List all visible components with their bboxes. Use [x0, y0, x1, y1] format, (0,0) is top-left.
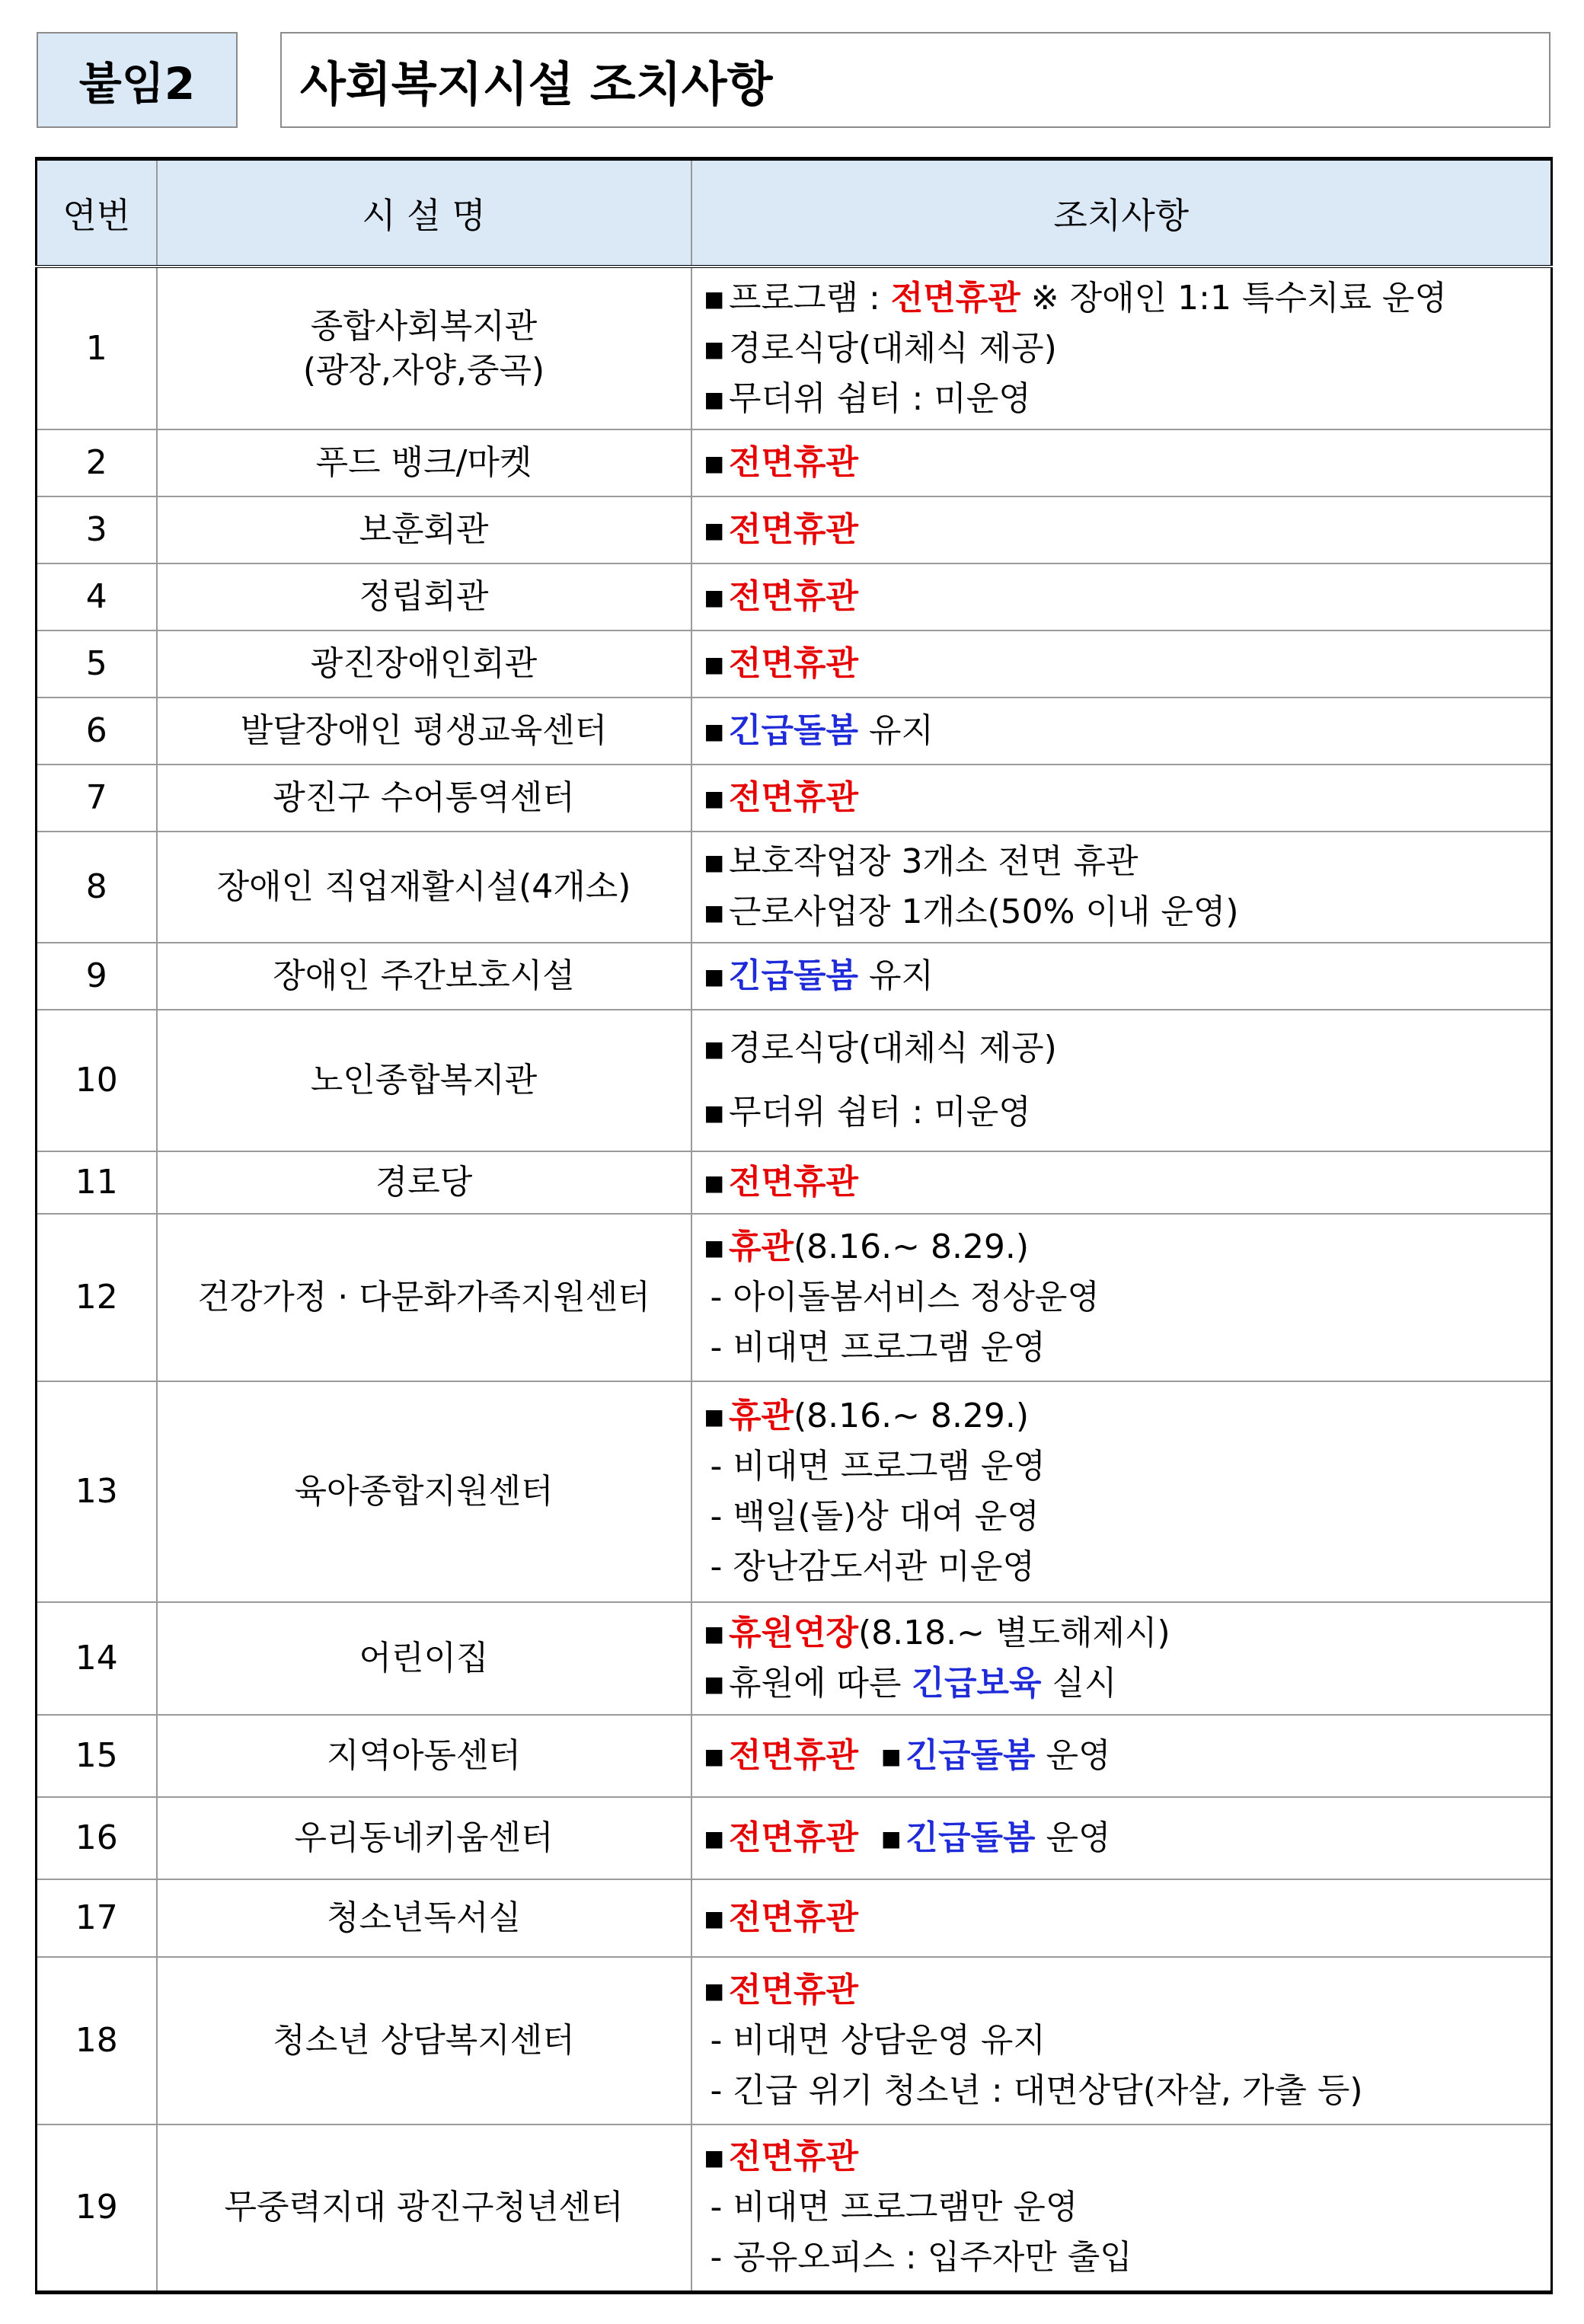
facility-name — [157, 1010, 691, 1151]
bullet-square-icon: ■ — [704, 1826, 724, 1851]
table-row — [37, 1151, 1552, 1214]
facility-name-line: 우리동네키움센터 — [294, 1818, 554, 1857]
bullet-square-icon: ■ — [704, 518, 724, 543]
facility-name — [157, 1381, 691, 1602]
action-cell — [691, 1151, 1552, 1214]
status-red-text: 전면휴관 — [728, 2137, 858, 2177]
attachment-tag — [37, 32, 238, 128]
action-text: 장난감도서관 미운영 — [733, 1547, 1035, 1586]
row-number: 5 — [37, 630, 157, 698]
action-cell — [691, 1381, 1552, 1602]
status-red-text: 전면휴관 — [728, 1818, 858, 1857]
facility-name-line: 광진장애인회관 — [310, 644, 538, 683]
status-red-text: 전면휴관 — [728, 510, 858, 549]
facility-name — [157, 2124, 691, 2292]
table-row — [37, 1879, 1552, 1957]
action-line — [704, 639, 1551, 689]
dash-marker: - — [710, 2071, 733, 2110]
action-cell — [691, 1879, 1552, 1957]
facility-name-line: 장애인 주간보호시설 — [273, 956, 575, 995]
action-cell — [691, 2124, 1552, 2292]
action-line — [704, 1272, 1551, 1323]
facility-name-line: 푸드 뱅크/마켓 — [315, 443, 532, 482]
action-line — [704, 374, 1551, 424]
facility-name-line: 노인종합복지관 — [310, 1061, 538, 1100]
action-line — [704, 2132, 1551, 2182]
table-row — [37, 630, 1552, 698]
dash-marker: - — [710, 1328, 733, 1367]
facility-name — [157, 1957, 691, 2124]
bullet-square-icon: ■ — [704, 386, 724, 412]
facility-name-line: 청소년 상담복지센터 — [273, 2021, 575, 2060]
action-text: 경로식당(대체식 제공) — [728, 1029, 1057, 1068]
row-number: 2 — [37, 429, 157, 496]
table-row — [37, 429, 1552, 496]
action-line — [704, 837, 1551, 887]
status-red-text: 휴원연장 — [728, 1614, 858, 1652]
bullet-square-icon: ■ — [704, 1744, 724, 1769]
row-number: 17 — [37, 1879, 157, 1957]
action-cell — [691, 1715, 1552, 1797]
status-red-text: 전면휴관 — [728, 1898, 858, 1937]
facility-name-line: 건강가정 · 다문화가족지원센터 — [197, 1278, 650, 1317]
action-text: 운영 — [1035, 1736, 1111, 1775]
action-text: 근로사업장 1개소(50% 이내 운영) — [728, 892, 1239, 931]
action-text: ※ 장애인 1:1 특수치료 운영 — [1020, 278, 1447, 318]
bullet-square-icon: ■ — [704, 1404, 724, 1429]
action-line — [704, 1323, 1551, 1373]
row-number: 7 — [37, 765, 157, 832]
bullet-square-icon: ■ — [704, 652, 724, 677]
action-text: 유지 — [857, 956, 934, 995]
facility-name-line: 청소년독서실 — [326, 1898, 522, 1937]
status-red-text: 전면휴관 — [728, 577, 858, 616]
action-cell — [691, 1602, 1552, 1715]
action-text: 비대면 상담운영 유지 — [733, 2021, 1046, 2060]
action-cell — [691, 1957, 1552, 2124]
action-text: 백일(돌)상 대여 운영 — [733, 1497, 1040, 1536]
action-cell — [691, 563, 1552, 630]
facility-name — [157, 630, 691, 698]
facility-name-line: (광장,자양,중곡) — [302, 350, 545, 390]
table-header-row — [37, 159, 1552, 267]
bullet-square-icon: ■ — [704, 786, 724, 811]
facility-name-line: 무중력지대 광진구청년센터 — [224, 2188, 624, 2227]
status-red-text: 전면휴관 — [890, 278, 1020, 318]
bullet-square-icon: ■ — [880, 1744, 902, 1769]
row-number: 14 — [37, 1602, 157, 1715]
action-cell — [691, 832, 1552, 943]
action-line — [704, 1441, 1551, 1492]
facility-name — [157, 1715, 691, 1797]
action-text: 비대면 프로그램 운영 — [733, 1447, 1046, 1486]
table-row — [37, 1957, 1552, 2124]
status-blue-text: 긴급보육 — [912, 1664, 1042, 1703]
facility-name — [157, 1602, 691, 1715]
status-blue-text: 긴급돌봄 — [905, 1818, 1036, 1857]
table-row — [37, 832, 1552, 943]
facility-name — [157, 1879, 691, 1957]
facility-name — [157, 267, 691, 429]
facility-name — [157, 429, 691, 496]
action-text: (8.16.~ 8.29.) — [793, 1397, 1030, 1435]
action-line — [704, 2066, 1551, 2116]
row-number: 12 — [37, 1214, 157, 1381]
row-number: 13 — [37, 1381, 157, 1602]
action-line — [704, 324, 1551, 374]
bullet-square-icon: ■ — [704, 719, 724, 744]
action-cell — [691, 1214, 1552, 1381]
bullet-square-icon: ■ — [704, 1100, 724, 1125]
action-text: 무더위 쉼터 : 미운영 — [728, 1093, 1031, 1132]
row-number: 18 — [37, 1957, 157, 2124]
row-number: 6 — [37, 698, 157, 765]
action-line — [704, 1081, 1551, 1144]
table-row — [37, 496, 1552, 563]
action-line — [704, 505, 1551, 555]
action-text: 무더위 쉼터 : 미운영 — [728, 378, 1031, 418]
action-text: (8.16.~ 8.29.) — [793, 1227, 1030, 1266]
bullet-square-icon: ■ — [704, 964, 724, 989]
table-row — [37, 563, 1552, 630]
bullet-square-icon: ■ — [704, 850, 724, 875]
action-cell — [691, 943, 1552, 1010]
action-text: 비대면 프로그램 운영 — [733, 1328, 1046, 1367]
status-red-text: 전면휴관 — [728, 443, 858, 482]
bullet-square-icon: ■ — [704, 1978, 724, 2003]
action-cell — [691, 496, 1552, 563]
status-red-text: 전면휴관 — [728, 1971, 858, 2010]
bullet-square-icon: ■ — [704, 1906, 724, 1931]
bullet-square-icon: ■ — [704, 1235, 724, 1260]
table-row — [37, 1797, 1552, 1879]
bullet-square-icon: ■ — [704, 2145, 724, 2171]
action-cell — [691, 630, 1552, 698]
row-number: 9 — [37, 943, 157, 1010]
facility-name — [157, 496, 691, 563]
bullet-square-icon: ■ — [704, 1621, 724, 1646]
action-text: 유지 — [857, 711, 934, 750]
action-line — [704, 1813, 1551, 1863]
facility-name-line: 육아종합지원센터 — [294, 1472, 554, 1511]
action-line — [704, 951, 1551, 1001]
column-header-number: 연번 — [37, 159, 157, 267]
action-line — [704, 773, 1551, 823]
action-text: 보호작업장 3개소 전면 휴관 — [728, 842, 1138, 881]
row-number: 4 — [37, 563, 157, 630]
row-number: 16 — [37, 1797, 157, 1879]
table-row — [37, 2124, 1552, 2292]
table-row — [37, 1214, 1552, 1381]
bullet-square-icon: ■ — [704, 585, 724, 610]
row-number: 11 — [37, 1151, 157, 1214]
action-line — [704, 1157, 1551, 1208]
table-row — [37, 1715, 1552, 1797]
row-number: 8 — [37, 832, 157, 943]
dash-marker: - — [710, 2238, 733, 2278]
facility-name — [157, 1797, 691, 1879]
action-text: 프로그램 : — [728, 278, 891, 318]
table-row — [37, 765, 1552, 832]
action-text: 긴급 위기 청소년 : 대면상담(자살, 가출 등) — [733, 2071, 1363, 2110]
bullet-square-icon: ■ — [704, 1036, 724, 1061]
facility-name-line: 광진구 수어통역센터 — [273, 778, 575, 817]
facility-name — [157, 832, 691, 943]
action-cell — [691, 429, 1552, 496]
status-red-text: 휴관 — [728, 1227, 794, 1266]
facility-name-line: 발달장애인 평생교육센터 — [240, 711, 608, 750]
action-line — [704, 1542, 1551, 1592]
action-line — [704, 887, 1551, 937]
dash-marker: - — [710, 1497, 733, 1536]
dash-marker: - — [710, 2021, 733, 2060]
bullet-square-icon: ■ — [704, 1671, 724, 1697]
status-red-text: 전면휴관 — [728, 778, 858, 817]
facility-name-line: 경로당 — [375, 1163, 473, 1202]
action-line — [704, 1017, 1551, 1081]
facility-name — [157, 1214, 691, 1381]
action-text: 운영 — [1035, 1818, 1111, 1857]
facility-name-line: 지역아동센터 — [326, 1736, 522, 1775]
action-cell — [691, 1010, 1552, 1151]
table-row — [37, 1381, 1552, 1602]
facility-table — [35, 157, 1553, 2294]
action-cell — [691, 765, 1552, 832]
action-line — [704, 1222, 1551, 1272]
page-title — [280, 32, 1550, 128]
status-blue-text: 긴급돌봄 — [728, 711, 858, 750]
table-body — [37, 267, 1552, 2292]
action-line — [704, 2016, 1551, 2066]
action-text: 비대면 프로그램만 운영 — [733, 2188, 1078, 2227]
action-line — [704, 273, 1551, 324]
row-number: 3 — [37, 496, 157, 563]
facility-name-line: 어린이집 — [359, 1639, 489, 1678]
dash-marker: - — [710, 1547, 733, 1586]
action-line — [704, 706, 1551, 756]
facility-name — [157, 698, 691, 765]
action-line — [704, 572, 1551, 622]
table-row — [37, 267, 1552, 429]
row-number: 15 — [37, 1715, 157, 1797]
status-red-text: 휴관 — [728, 1397, 794, 1435]
action-text: (8.18.~ 별도해제시) — [857, 1614, 1170, 1652]
bullet-square-icon: ■ — [704, 451, 724, 476]
facility-name — [157, 563, 691, 630]
table-row — [37, 1010, 1552, 1151]
bullet-square-icon: ■ — [704, 286, 724, 311]
facility-name-line: 보훈회관 — [359, 510, 489, 549]
table-row — [37, 698, 1552, 765]
facility-name — [157, 1151, 691, 1214]
status-red-text: 전면휴관 — [728, 1736, 858, 1775]
action-text: 아이돌봄서비스 정상운영 — [733, 1278, 1100, 1317]
row-number: 19 — [37, 2124, 157, 2292]
action-text: 실시 — [1041, 1664, 1117, 1703]
action-text: 휴원에 따른 — [728, 1664, 912, 1703]
row-number: 1 — [37, 267, 157, 429]
dash-marker: - — [710, 1447, 733, 1486]
page-title-text: 사회복지시설 조치사항 — [300, 56, 773, 112]
action-line — [704, 1391, 1551, 1441]
facility-name — [157, 943, 691, 1010]
action-cell — [691, 1797, 1552, 1879]
table-row — [37, 1602, 1552, 1715]
action-line — [704, 1492, 1551, 1542]
action-line — [704, 438, 1551, 488]
action-line — [704, 2182, 1551, 2233]
facility-name-line: 장애인 직업재활시설(4개소) — [216, 867, 631, 906]
action-line — [704, 1731, 1551, 1781]
dash-marker: - — [710, 2188, 733, 2227]
facility-name-line: 정립회관 — [359, 577, 489, 616]
attachment-tag-text: 붙임2 — [78, 58, 196, 110]
action-line — [704, 1658, 1551, 1709]
facility-name-line: 종합사회복지관 — [310, 306, 538, 346]
status-blue-text: 긴급돌봄 — [905, 1736, 1036, 1775]
bullet-square-icon: ■ — [880, 1826, 902, 1851]
status-red-text: 전면휴관 — [728, 644, 858, 683]
action-text: 공유오피스 : 입주자만 출입 — [733, 2238, 1132, 2278]
table-row — [37, 943, 1552, 1010]
column-header-facility: 시 설 명 — [157, 159, 691, 267]
action-line — [704, 2233, 1551, 2283]
action-cell — [691, 267, 1552, 429]
action-line — [704, 1893, 1551, 1943]
dash-marker: - — [710, 1278, 733, 1317]
facility-name — [157, 765, 691, 832]
status-red-text: 전면휴관 — [728, 1163, 858, 1202]
bullet-square-icon: ■ — [704, 1170, 724, 1196]
action-cell — [691, 698, 1552, 765]
row-number: 10 — [37, 1010, 157, 1151]
bullet-square-icon: ■ — [704, 336, 724, 362]
action-line — [704, 1608, 1551, 1658]
column-header-action: 조치사항 — [691, 159, 1552, 267]
action-line — [704, 1965, 1551, 2016]
status-blue-text: 긴급돌봄 — [728, 956, 858, 995]
action-text: 경로식당(대체식 제공) — [728, 328, 1057, 368]
bullet-square-icon: ■ — [704, 900, 724, 925]
